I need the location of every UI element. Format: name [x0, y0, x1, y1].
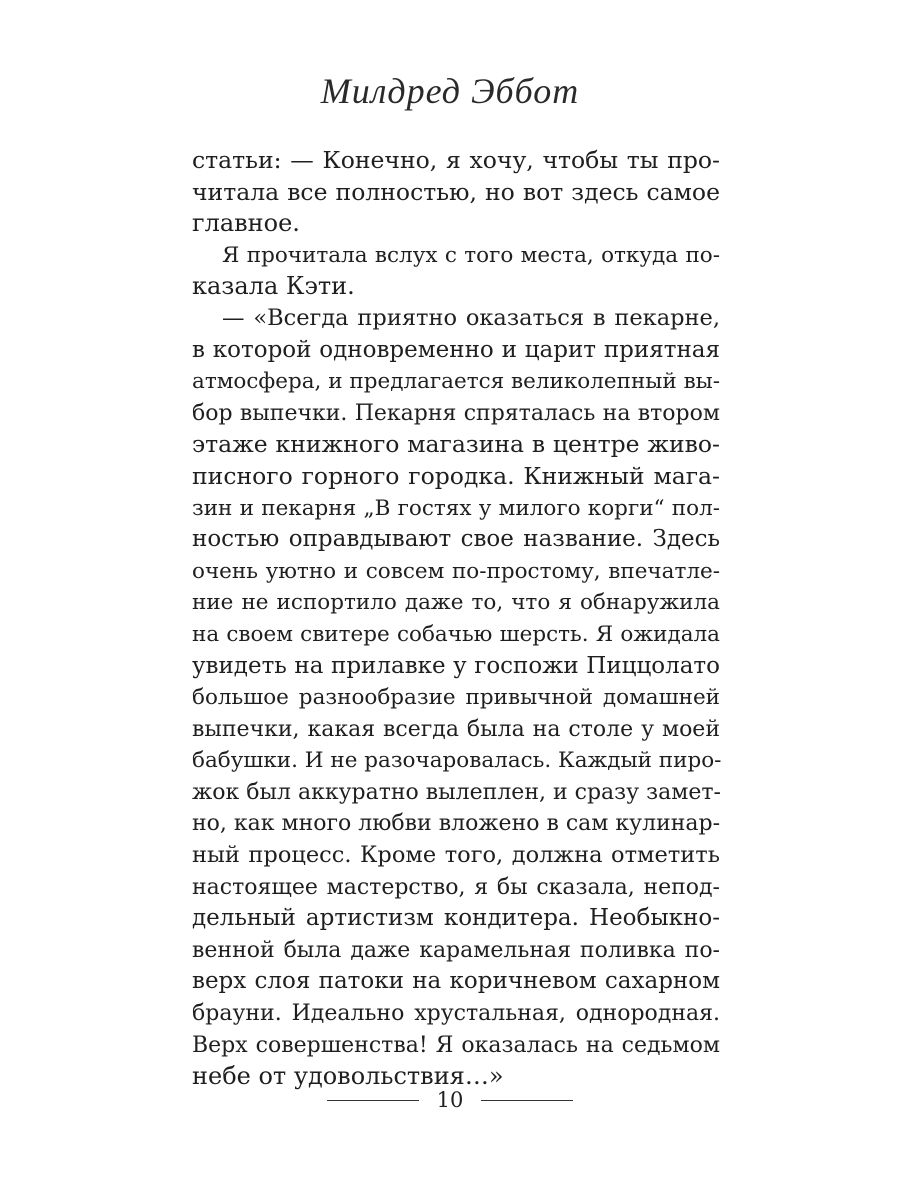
text-line: Я прочитала вслух с того места, откуда по- [222, 242, 720, 268]
text-line: дельный артистизм кондитера. Необыкно- [192, 905, 720, 932]
text-line: выпечки, какая всегда была на столе у моей [192, 716, 720, 742]
text-line: брауни. Идеально хрустальная, однородная. [192, 1001, 720, 1027]
text-line: на своем свитере собачью шерсть. Я ожидала [192, 621, 720, 647]
text-line: казала Кэти. [192, 272, 355, 301]
running-header-author: Милдред Эббот [320, 71, 580, 111]
text-line: настоящее мастерство, я бы сказала, непод- [192, 874, 720, 900]
text-line: в которой одновременно и царит приятная [192, 336, 720, 363]
text-line: статьи: — Конечно, я хочу, чтобы ты про- [192, 146, 720, 174]
text-line: очень уютно и совсем по-простому, впечатле- [192, 558, 720, 584]
text-line: жок был аккуратно вылеплен, и сразу замет- [192, 779, 721, 805]
text-line: ный процесс. Кроме того, должна отметить [192, 842, 720, 869]
text-line: бор выпечки. Пекарня спряталась на втором [192, 400, 720, 426]
text-line: но, как много любви вложено в сам кулинар- [192, 811, 721, 837]
text-line: бабушки. И не разочаровалась. Каждый пиро- [192, 748, 722, 774]
text-line: этаже книжного магазина в центре живо- [192, 430, 720, 459]
text-line: большое разнообразие привычной домашней [192, 685, 720, 711]
text-line: главное. [192, 209, 300, 238]
text-line: Верх совершенства! Я оказалась на седьмом [192, 1032, 720, 1058]
footer-rule-left [327, 1100, 419, 1101]
text-line: увидеть на прилавке у госпожи Пиццолато [192, 652, 720, 679]
page-number: 10 [436, 1088, 464, 1112]
text-line: венной была даже карамельная поливка по- [192, 937, 720, 963]
text-line: — «Всегда приятно оказаться в пекарне, [222, 304, 720, 331]
text-line: атмосфера, и предлагается великолепный вы- [192, 369, 721, 395]
text-line: верх слоя патоки на коричневом сахарном [192, 968, 720, 995]
page-footer [0, 1088, 900, 1112]
footer-rule-right [481, 1100, 573, 1101]
text-line: ние не испортило даже то, что я обнаружила [192, 590, 720, 616]
text-line: писного горного городка. Книжный мага- [192, 461, 720, 490]
text-line: небе от удовольствия…» [192, 1062, 504, 1091]
body-text [192, 145, 720, 1093]
text-line: читала все полностью, но вот здесь самое [192, 177, 720, 206]
text-line: зин и пекарня „В гостях у милого корги“ пол- [192, 495, 720, 521]
text-line: ностью оправдывают свое название. Здесь [192, 526, 720, 553]
